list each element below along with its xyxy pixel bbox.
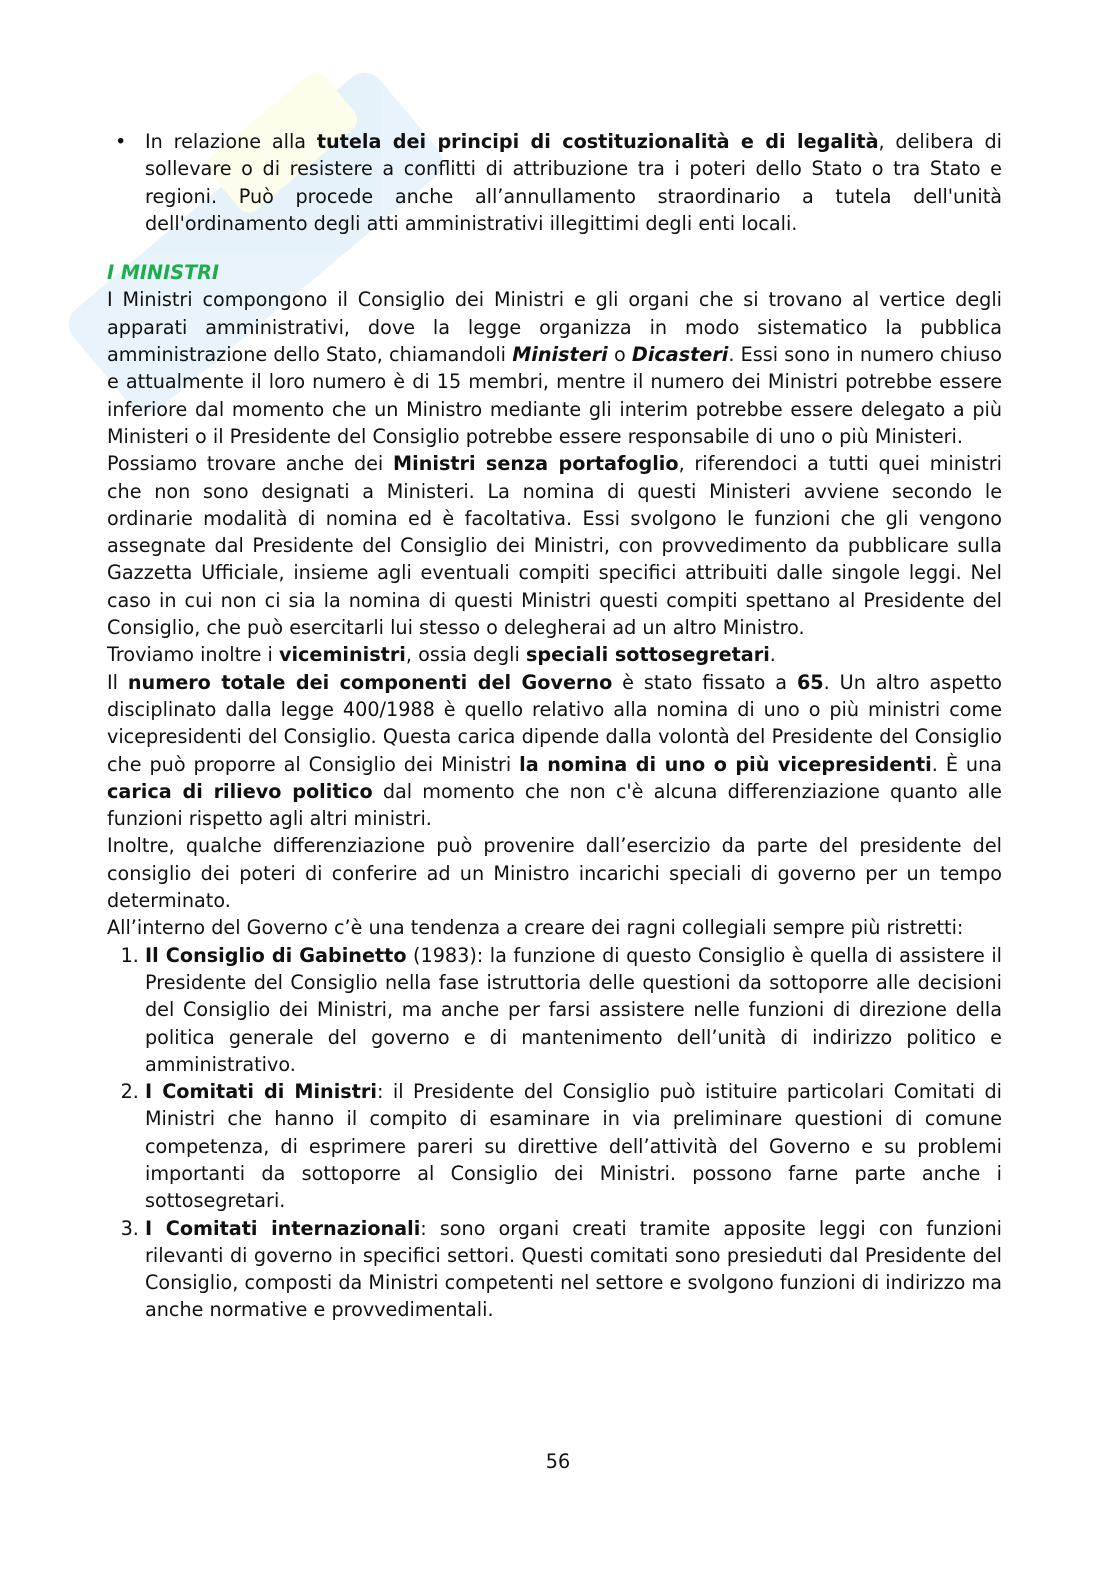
numbered-list [107,942,1002,1324]
text-run: Troviamo inoltre i [107,643,279,667]
page-number: 56 [545,1450,571,1473]
bold-text: carica di rilievo politico [107,779,373,803]
text-run: All’interno del Governo c’è una tendenza a creare dei ragni collegiali sempre più ristretti: [107,916,964,940]
bold-text: speciali sottosegretari [525,643,770,667]
text-run: , delibera di sollevare o di resistere a conflitti di attribuzione tra i poteri dello Stato o tra Stato e regioni. Può procede anche all’annullamento straordinario a tutela dell'unità dell'ordinamento degli atti amministrativi illegittimi degli enti locali. [145,130,1003,235]
bold-text: tutela dei principi di costituzionalità e di legalità [316,130,879,153]
text-run: dal momento che non c'è alcuna differenziazione quanto alle funzioni rispetto agli altri ministri. [107,779,1002,831]
text-run: , riferendoci a tutti quei ministri che non sono designati a Ministeri. La nomina di questi Ministeri avviene secondo le ordinarie modalità di nomina ed è facoltativa. Essi svolgono le funzioni che gli vengono assegnate dal Presidente del Consiglio dei Ministri, con provvedimento da pubblicare sulla Gazzetta Ufficiale, insieme agli eventuali compiti specifici attribuiti dalle singole leggi. Nel caso in cui non ci sia la nomina di questi Ministri questi compiti spettano al Presidente del Consiglio, che può esercitarli lui stesso o delegherai ad un altro Ministro. [107,452,1002,640]
text-run: : sono organi creati tramite apposite leggi con funzioni rilevanti di governo in specifici settori. Questi comitati sono presieduti dal Presidente del Consiglio, composti da Ministri competenti nel settore e svolgono funzioni di indirizzo ma anche normative e provvedimentali. [145,1216,1002,1322]
bold-text: Dicasteri [631,343,729,367]
bold-text: Il Consiglio di Gabinetto [145,943,407,967]
bold-text: viceministri [278,643,406,667]
text-run: : il Presidente del Consiglio può istituire particolari Comitati di Ministri che hanno il compito di esaminare in via preliminare questioni di comune competenza, di esprimere pareri su direttive dell’attività del Governo e su problemi importanti da sottoporre al Consiglio dei Ministri. possono farne parte anche i sottosegretari. [145,1080,1002,1213]
bold-text: 65 [796,670,824,694]
paragraph [107,914,1002,941]
bold-text: Ministri senza portafoglio [393,452,679,476]
paragraph [107,450,1002,641]
bold-text: la nomina di uno o più vicepresidenti [519,752,932,776]
text-run: Possiamo trovare anche dei [107,452,394,476]
paragraph [107,641,1002,668]
document-body [107,128,1002,1324]
bold-text: Ministeri [512,343,608,367]
bullet-item [107,128,1002,237]
section-heading: I MINISTRI [107,261,220,285]
list-item [145,1078,1002,1214]
paragraph [107,286,1002,450]
paragraph [107,832,1002,914]
text-run: . [769,643,776,667]
text-run: Il [107,670,128,694]
text-run: , ossia degli [405,643,526,667]
bold-text: numero totale dei componenti del Governo [127,670,613,694]
text-run: . Essi sono in numero chiuso e attualmente il loro numero è di 15 membri, mentre il numero dei Ministri potrebbe essere inferiore dal momento che un Ministro mediante gli interim potrebbe essere delegato a più Ministeri o il Presidente del Consiglio potrebbe essere responsabile di uno o più Ministeri. [107,343,1002,448]
bold-text: I Comitati di Ministri [145,1080,377,1104]
text-run: I Ministri compongono il Consiglio dei Ministri e gli organi che si trovano al vertice degli apparati amministrativi, dove la legge organizza in modo sistematico la pubblica amministrazione dello Stato, chiamandoli [107,288,1002,367]
text-run: . Un altro aspetto disciplinato dalla legge 400/1988 è quello relativo alla nomina di uno o più ministri come vicepresidenti del Consiglio. Questa carica dipende dalla volontà del Presidente del Consiglio che può proporre al Consiglio dei Ministri [107,670,1002,776]
text-run: è stato fissato a [612,670,797,694]
text-run: o [607,343,632,367]
text-run: In relazione alla [145,130,317,153]
list-item [145,1215,1002,1324]
text-run: Inoltre, qualche differenziazione può provenire dall’esercizio da parte del presidente del consiglio dei poteri di conferire ad un Ministro incarichi speciali di governo per un tempo determinato. [107,834,1002,913]
bold-text: I Comitati internazionali [145,1216,421,1240]
text-run: (1983): la funzione di questo Consiglio è quella di assistere il Presidente del Consiglio nella fase istruttoria delle questioni da sottoporre alle decisioni del Consiglio dei Ministri, ma anche per farsi assistere nelle funzioni di direzione della politica generale del governo e di mantenimento dell’unità di indirizzo politico e amministrativo. [145,943,1002,1076]
text-run: . È una [931,752,1002,776]
list-item [145,942,1002,1078]
paragraph [107,669,1002,833]
